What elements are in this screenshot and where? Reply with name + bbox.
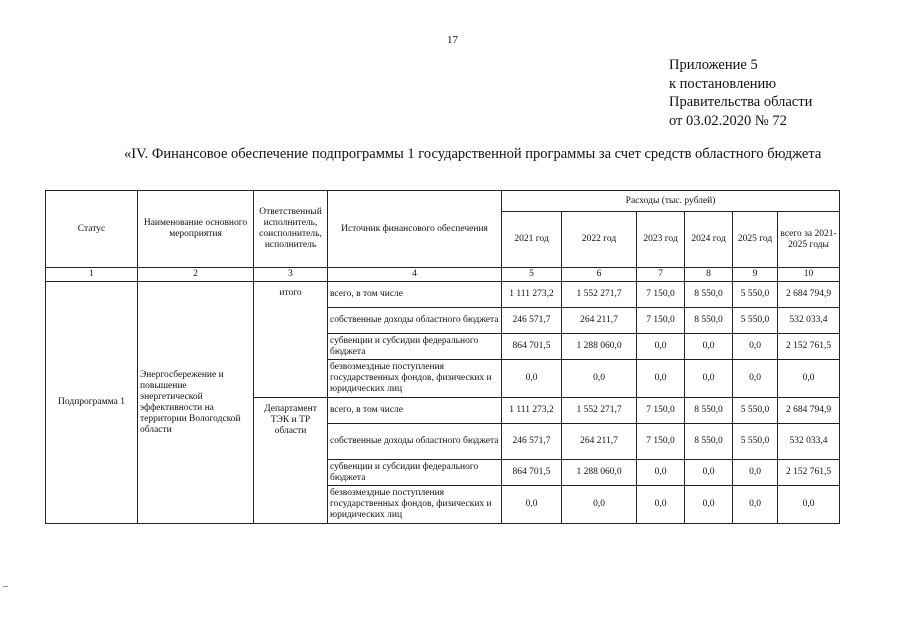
value-cell: 0,0 bbox=[685, 486, 733, 524]
source-cell: безвозмездные поступления государственных фондов, физических и юридических лиц bbox=[328, 486, 502, 524]
value-cell: 5 550,0 bbox=[733, 398, 778, 424]
value-cell: 8 550,0 bbox=[685, 424, 733, 460]
value-cell: 532 033,4 bbox=[778, 424, 840, 460]
header-row-1 bbox=[46, 191, 840, 212]
column-number: 3 bbox=[254, 268, 328, 282]
value-cell: 1 552 271,7 bbox=[562, 398, 637, 424]
value-cell: 264 211,7 bbox=[562, 308, 637, 334]
value-cell: 532 033,4 bbox=[778, 308, 840, 334]
column-number: 7 bbox=[637, 268, 685, 282]
header-source: Источник финансового обеспечения bbox=[328, 191, 502, 268]
source-cell: безвозмездные поступления государственных фондов, физических и юридических лиц bbox=[328, 360, 502, 398]
value-cell: 8 550,0 bbox=[685, 282, 733, 308]
value-cell: 7 150,0 bbox=[637, 282, 685, 308]
header-year: 2024 год bbox=[685, 212, 733, 268]
page-number: 17 bbox=[447, 34, 458, 46]
appendix-block bbox=[669, 56, 812, 130]
value-cell: 0,0 bbox=[637, 360, 685, 398]
header-year: 2025 год bbox=[733, 212, 778, 268]
column-number: 1 bbox=[46, 268, 138, 282]
header-year: 2023 год bbox=[637, 212, 685, 268]
value-cell: 8 550,0 bbox=[685, 398, 733, 424]
header-activity: Наименование основного мероприятия bbox=[138, 191, 254, 268]
column-number: 5 bbox=[502, 268, 562, 282]
value-cell: 864 701,5 bbox=[502, 334, 562, 360]
column-number-row bbox=[46, 268, 840, 282]
source-cell: всего, в том числе bbox=[328, 398, 502, 424]
value-cell: 0,0 bbox=[733, 360, 778, 398]
executor-cell: Департамент ТЭК и ТР области bbox=[254, 398, 328, 524]
header-year: 2021 год bbox=[502, 212, 562, 268]
value-cell: 0,0 bbox=[562, 486, 637, 524]
value-cell: 1 111 273,2 bbox=[502, 398, 562, 424]
value-cell: 0,0 bbox=[502, 360, 562, 398]
document-title: «IV. Финансовое обеспечение подпрограммы 1 государственной программы за счет средств областного бюджета bbox=[124, 146, 822, 162]
value-cell: 0,0 bbox=[637, 486, 685, 524]
value-cell: 246 571,7 bbox=[502, 308, 562, 334]
value-cell: 0,0 bbox=[778, 486, 840, 524]
value-cell: 0,0 bbox=[685, 334, 733, 360]
value-cell: 7 150,0 bbox=[637, 308, 685, 334]
value-cell: 2 152 761,5 bbox=[778, 460, 840, 486]
header-expenses: Расходы (тыс. рублей) bbox=[502, 191, 840, 212]
source-cell: субвенции и субсидии федерального бюджета bbox=[328, 334, 502, 360]
status-cell: Подпрограмма 1 bbox=[46, 282, 138, 524]
table-row bbox=[46, 282, 840, 308]
value-cell: 2 684 794,9 bbox=[778, 398, 840, 424]
source-cell: субвенции и субсидии федерального бюджета bbox=[328, 460, 502, 486]
appendix-line-4: от 03.02.2020 № 72 bbox=[669, 112, 787, 129]
value-cell: 2 684 794,9 bbox=[778, 282, 840, 308]
column-number: 10 bbox=[778, 268, 840, 282]
appendix-line-1: Приложение 5 bbox=[669, 57, 758, 73]
value-cell: 0,0 bbox=[637, 460, 685, 486]
source-cell: собственные доходы областного бюджета bbox=[328, 308, 502, 334]
column-number: 2 bbox=[138, 268, 254, 282]
column-number: 6 bbox=[562, 268, 637, 282]
appendix-line-2: к постановлению bbox=[669, 75, 777, 92]
value-cell: 1 288 060,0 bbox=[562, 334, 637, 360]
source-cell: всего, в том числе bbox=[328, 282, 502, 308]
value-cell: 0,0 bbox=[685, 360, 733, 398]
appendix-line-3: Правительства области bbox=[669, 94, 813, 110]
value-cell: 0,0 bbox=[778, 360, 840, 398]
value-cell: 0,0 bbox=[685, 460, 733, 486]
value-cell: 1 111 273,2 bbox=[502, 282, 562, 308]
value-cell: 0,0 bbox=[562, 360, 637, 398]
value-cell: 7 150,0 bbox=[637, 398, 685, 424]
value-cell: 0,0 bbox=[733, 460, 778, 486]
margin-mark bbox=[3, 586, 8, 587]
value-cell: 1 288 060,0 bbox=[562, 460, 637, 486]
value-cell: 5 550,0 bbox=[733, 308, 778, 334]
header-executor: Ответственный исполнитель, соисполнитель, исполнитель bbox=[254, 191, 328, 268]
source-cell: собственные доходы областного бюджета bbox=[328, 424, 502, 460]
value-cell: 5 550,0 bbox=[733, 282, 778, 308]
value-cell: 264 211,7 bbox=[562, 424, 637, 460]
value-cell: 0,0 bbox=[637, 334, 685, 360]
value-cell: 864 701,5 bbox=[502, 460, 562, 486]
value-cell: 0,0 bbox=[733, 486, 778, 524]
column-number: 8 bbox=[685, 268, 733, 282]
header-status: Статус bbox=[46, 191, 138, 268]
activity-cell: Энергосбережение и повышение энергетической эффективности на территории Вологодской области bbox=[138, 282, 254, 524]
header-year: 2022 год bbox=[562, 212, 637, 268]
value-cell: 0,0 bbox=[733, 334, 778, 360]
column-number: 9 bbox=[733, 268, 778, 282]
value-cell: 5 550,0 bbox=[733, 424, 778, 460]
header-year-total: всего за 2021-2025 годы bbox=[778, 212, 840, 268]
financing-table bbox=[45, 190, 840, 524]
column-number: 4 bbox=[328, 268, 502, 282]
value-cell: 0,0 bbox=[502, 486, 562, 524]
executor-cell: итого bbox=[254, 282, 328, 398]
value-cell: 8 550,0 bbox=[685, 308, 733, 334]
value-cell: 7 150,0 bbox=[637, 424, 685, 460]
value-cell: 2 152 761,5 bbox=[778, 334, 840, 360]
value-cell: 246 571,7 bbox=[502, 424, 562, 460]
value-cell: 1 552 271,7 bbox=[562, 282, 637, 308]
